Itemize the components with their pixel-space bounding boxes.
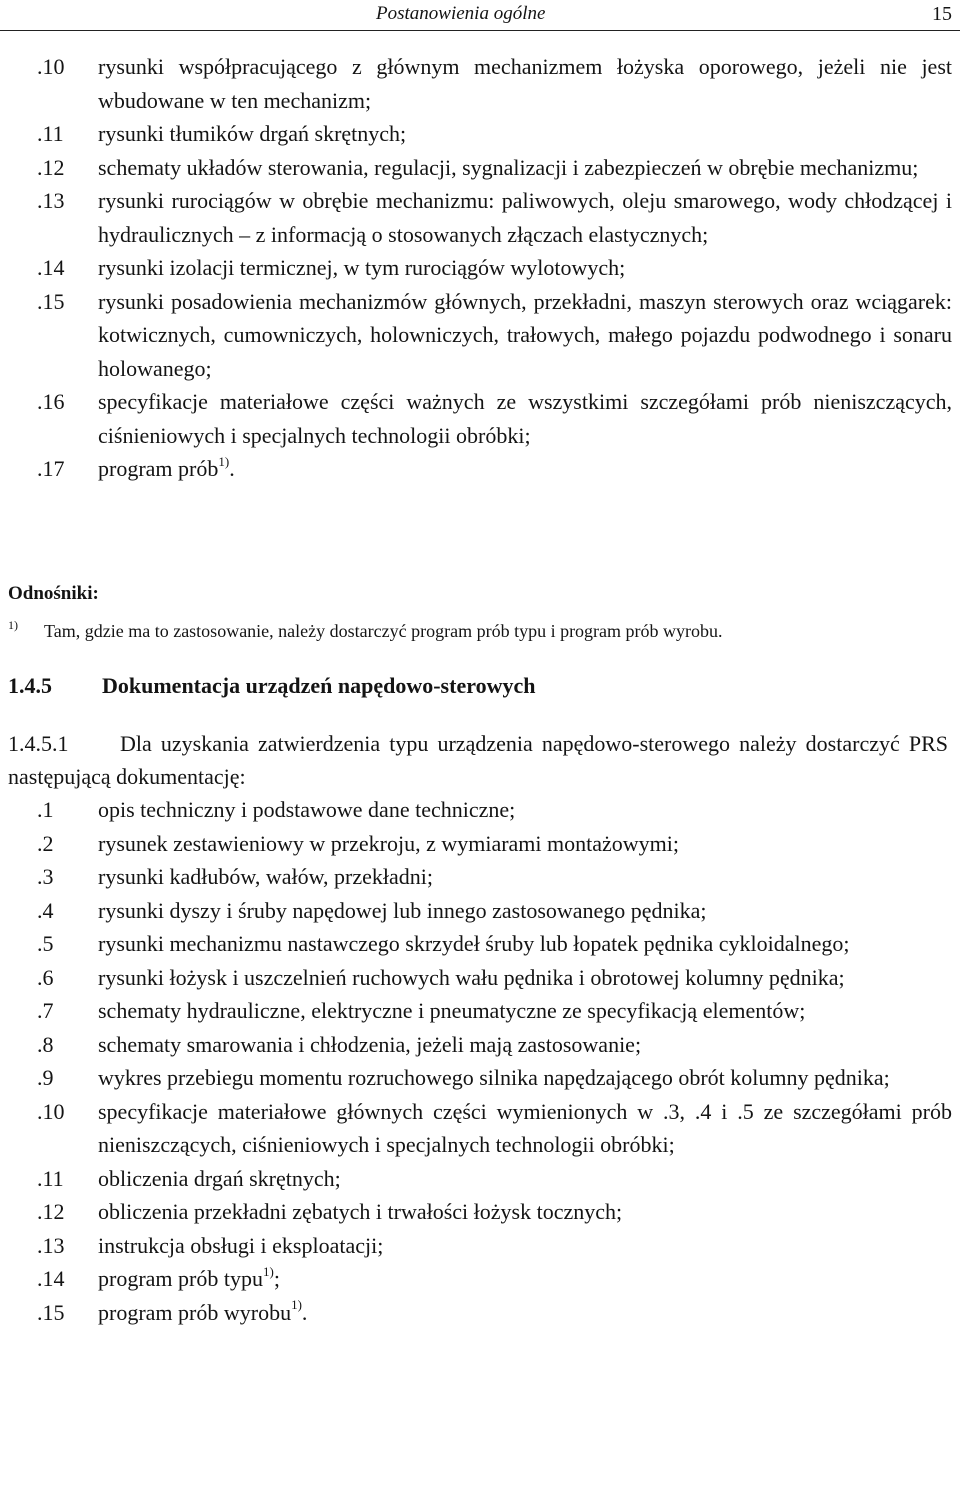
- list-item-body: specyfikacje materiałowe części ważnych ze wszystkimi szczegółami prób nieniszczących, ciśnieniowych i specjalnych technologii obróbki;: [98, 389, 952, 448]
- list-item-text: [98, 50, 952, 117]
- list-item-text: [98, 151, 952, 185]
- list-item-number: .13: [37, 188, 65, 213]
- list-item: [0, 860, 960, 894]
- list-item-number: .15: [37, 288, 65, 314]
- list-item-text: [98, 117, 952, 151]
- list-item: [0, 251, 960, 285]
- list-item-text: [98, 1296, 952, 1330]
- list-item-text: [98, 1229, 952, 1263]
- footnote-reference: 1): [218, 453, 230, 469]
- list-item: [0, 452, 960, 486]
- list-item-number: .7: [37, 998, 54, 1023]
- list-item-body: wykres przebiegu momentu rozruchowego silnika napędzającego obrót kolumny pędnika;: [98, 1065, 890, 1090]
- list-item-body: rysunki rurociągów w obrębie mechanizmu: paliwowych, oleju smarowego, wody chłodzącej i hydraulicznych – z informacją o stosowanych złączach elastycznych;: [98, 188, 952, 247]
- list-item: [0, 1028, 960, 1062]
- footnote-mark: 1): [8, 618, 18, 632]
- list-item-body: rysunki izolacji termicznej, w tym rurociągów wylotowych;: [98, 255, 626, 280]
- list-item: [0, 285, 960, 386]
- list-item: [0, 994, 960, 1028]
- list-item: [0, 117, 960, 151]
- list-item-text: [98, 1095, 952, 1162]
- list-item-number: .4: [37, 897, 54, 923]
- list-item-text: [98, 827, 952, 861]
- list-item-body: schematy hydrauliczne, elektryczne i pneumatyczne ze specyfikacją elementów;: [98, 998, 806, 1023]
- list-item-text: [98, 961, 952, 995]
- list-item: [0, 1061, 960, 1095]
- list-item-body: program prób: [98, 456, 219, 481]
- list-item-number: .13: [37, 1232, 65, 1258]
- list-item: [0, 894, 960, 928]
- list-item-body: rysunki mechanizmu nastawczego skrzydeł śruby lub łopatek pędnika cykloidalnego;: [98, 931, 850, 956]
- list-item: [0, 151, 960, 185]
- list-item-body: rysunki współpracującego z głównym mechanizmem łożyska oporowego, jeżeli nie jest wbudowane w ten mechanizm;: [98, 54, 952, 113]
- list-item-text: [98, 285, 952, 386]
- list-item: [0, 793, 960, 827]
- list-item-text: [98, 793, 952, 827]
- list-item-body: schematy układów sterowania, regulacji, sygnalizacji i zabezpieczeń w obrębie mechanizmu;: [98, 154, 919, 180]
- list-item: [0, 50, 960, 117]
- list-item: [0, 1162, 960, 1196]
- footnote-reference: 1): [291, 1297, 302, 1313]
- list-item: [0, 385, 960, 452]
- list-item-number: .10: [37, 54, 65, 79]
- list-item-number: .17: [37, 456, 65, 481]
- list-item-number: .14: [37, 1266, 65, 1291]
- list-item-text: [98, 927, 952, 961]
- section-title: Dokumentacja urządzeń napędowo-sterowych: [102, 673, 536, 698]
- paragraph-1-4-5-1: [8, 727, 948, 793]
- page-header: [0, 0, 960, 31]
- list-item-number: .6: [37, 964, 54, 990]
- list-item: [0, 1095, 960, 1162]
- paragraph-number: 1.4.5.1: [8, 731, 69, 756]
- list-item-body: instrukcja obsługi i eksploatacji;: [98, 1232, 384, 1258]
- list-item-text: [98, 1028, 952, 1062]
- list-item-text: [98, 385, 952, 452]
- list-item: [0, 1229, 960, 1263]
- list-item: [0, 1262, 960, 1296]
- list-item-number: .2: [37, 830, 54, 856]
- list-item-body: rysunki kadłubów, wałów, przekładni;: [98, 864, 434, 889]
- list-item-number: .1: [37, 797, 54, 822]
- list-item-number: .8: [37, 1031, 54, 1057]
- page-number: 15: [932, 3, 952, 25]
- list-item-body: rysunki dyszy i śruby napędowej lub innego zastosowanego pędnika;: [98, 897, 707, 923]
- list-item-text: [98, 1262, 952, 1296]
- list-item-number: .9: [37, 1065, 54, 1090]
- list-item-body: rysunki tłumików drgań skrętnych;: [98, 121, 407, 146]
- list-item: [0, 1296, 960, 1330]
- list-item-punctuation: .: [229, 456, 235, 481]
- list-item-text: [98, 994, 952, 1028]
- list-item-text: [98, 1061, 952, 1095]
- footnote-reference: 1): [262, 1263, 274, 1279]
- list-item-body: rysunki posadowienia mechanizmów głównych, przekładni, maszyn sterowych oraz wciągarek: kotwicznych, cumowniczych, holowniczych, trałowych, małego pojazdu podwodnego i sonaru holowanego;: [98, 288, 952, 381]
- running-title: Postanowienia ogólne: [376, 3, 546, 24]
- references-heading: Odnośniki:: [8, 583, 99, 604]
- list-item-number: .10: [37, 1098, 65, 1124]
- list-item-punctuation: .: [301, 1299, 308, 1325]
- list-item-number: .15: [37, 1299, 65, 1325]
- list-item: [0, 827, 960, 861]
- list-item-number: .16: [37, 389, 65, 414]
- documentation-list-mechanism: [0, 50, 960, 486]
- list-item-text: [98, 1195, 952, 1229]
- list-item-body: specyfikacje materiałowe głównych części wymienionych w .3, .4 i .5 ze szczegółami prób nieniszczących, ciśnieniowych i specjalnych technologii obróbki;: [98, 1098, 952, 1157]
- list-item-text: [98, 251, 952, 285]
- list-item: [0, 1195, 960, 1229]
- list-item-number: .5: [37, 931, 54, 956]
- footnote-text: Tam, gdzie ma to zastosowanie, należy dostarczyć program prób typu i program prób wyrobu.: [44, 621, 723, 641]
- list-item: [0, 961, 960, 995]
- list-item: [0, 927, 960, 961]
- paragraph-text: Dla uzyskania zatwierdzenia typu urządzenia napędowo-sterowego należy dostarczyć PRS następującą dokumentację:: [8, 731, 948, 789]
- list-item-body: rysunki łożysk i uszczelnień ruchowych wału pędnika i obrotowej kolumny pędnika;: [98, 964, 845, 990]
- section-number: 1.4.5: [8, 673, 52, 698]
- list-item-text: [98, 894, 952, 928]
- list-item-text: [98, 452, 952, 486]
- documentation-list-propulsion: [0, 793, 960, 1329]
- list-item-number: .12: [37, 1199, 65, 1224]
- list-item-body: obliczenia drgań skrętnych;: [98, 1165, 341, 1191]
- list-item: [0, 184, 960, 251]
- list-item-text: [98, 1162, 952, 1196]
- list-item-body: opis techniczny i podstawowe dane techniczne;: [98, 797, 516, 822]
- list-item-body: rysunek zestawieniowy w przekroju, z wymiarami montażowymi;: [98, 830, 680, 856]
- list-item-text: [98, 860, 952, 894]
- list-item-number: .12: [37, 154, 65, 180]
- list-item-body: schematy smarowania i chłodzenia, jeżeli mają zastosowanie;: [98, 1031, 642, 1057]
- list-item-body: program prób typu: [98, 1266, 263, 1291]
- list-item-body: program prób wyrobu: [98, 1299, 292, 1325]
- list-item-body: obliczenia przekładni zębatych i trwałości łożysk tocznych;: [98, 1199, 623, 1224]
- list-item-number: .11: [37, 1165, 64, 1191]
- list-item-number: .11: [37, 121, 64, 146]
- list-item-text: [98, 184, 952, 251]
- list-item-number: .14: [37, 255, 65, 280]
- list-item-punctuation: ;: [273, 1266, 280, 1291]
- list-item-number: .3: [37, 864, 54, 889]
